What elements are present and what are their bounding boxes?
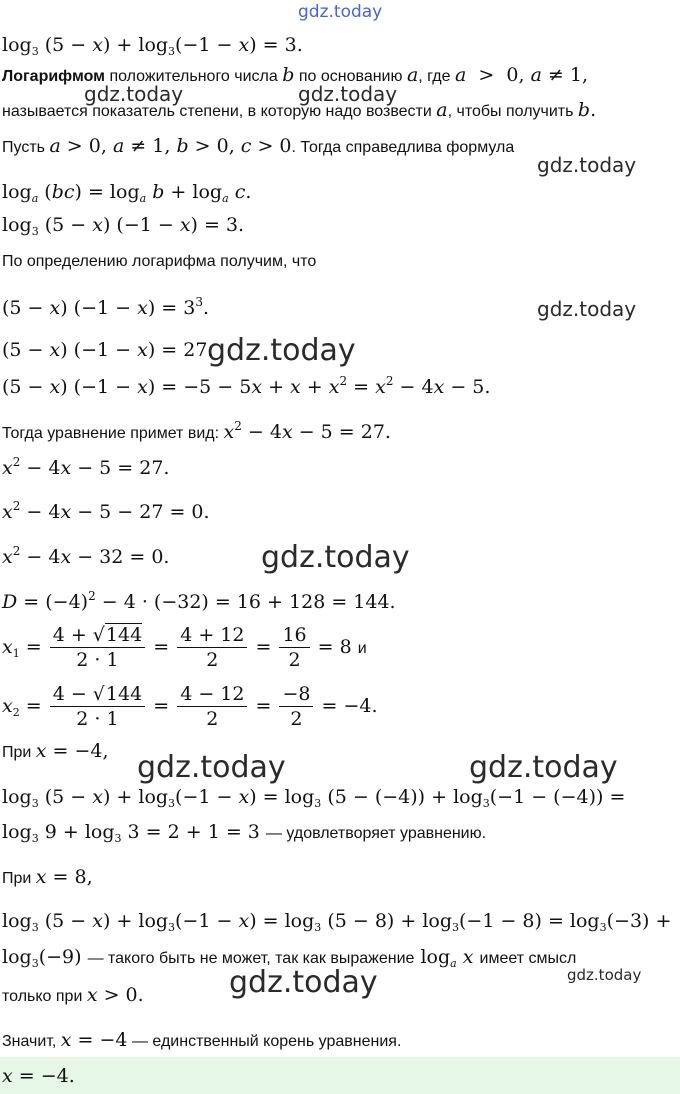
definition-line-2: называется показатель степени, в которую надо возвести a, чтобы получить b. (2, 99, 597, 121)
check-x8-line1: $\log_3 (5 - x) + \log_3(-1 - x) = \log_3 (5 - 8) + \log_3(-1 - 8) = \log_3(-3)$ + (2, 910, 672, 934)
check-x-minus4-line1: $\log_3 (5 - x) + \log_3(-1 - x) = \log_3 (5 - (-4)) + \log_3(-1 - (-4))$ = (2, 786, 626, 810)
watermark: gdz.today (298, 82, 398, 106)
check-x8-line3: только при x > 0. (2, 984, 144, 1006)
watermark: gdz.today (229, 965, 378, 1000)
equation-quadratic-3: $x^2 - 4x - 32 = 0$. (2, 544, 170, 568)
watermark: gdz.today (537, 153, 637, 177)
equation-expanded: (5 − x) $(-1 - x) = -5 - 5x + x + x^2 = x^2 - 4x - 5$. (2, 374, 491, 398)
definition-term: Логарифмом (2, 68, 105, 85)
check-x8-label: При x = 8, (2, 866, 93, 888)
watermark: gdz.today (469, 750, 618, 785)
answer-box (0, 1057, 680, 1094)
answer: x = −4. (2, 1065, 75, 1087)
watermark: gdz.today (261, 540, 410, 575)
check-x8-line2: $\log_3(-9)$ — такого быть не может, так как выражение $\log_a x$ имеет смысл (2, 946, 577, 970)
watermark: gdz.today (567, 966, 642, 984)
watermark: gdz.today (537, 297, 637, 321)
equation-combined: $\log_3 (5 - x) (-1 - x) = 3$. (2, 214, 245, 238)
equation-form-line: Тогда уравнение примет вид: $x^2 - 4x - 5 = 27$. (2, 419, 391, 443)
check-x-minus4-line2: $\log_3 9 + \log_3 3 = 2 + 1 = 3$ — удовлетворяет уравнению. (2, 821, 487, 845)
equation-power: (5 − x) $(-1 - x) = 3^3$. (2, 295, 209, 319)
equation-quadratic-1: $x^2 - 4x - 5 = 27$. (2, 455, 170, 479)
watermark: gdz.today (84, 82, 184, 106)
check-x-minus4-label: При x = −4, (2, 740, 109, 762)
root-x2: $x_2$ = $\frac{4 - √144}{2 \cdot 1}$ = $\frac{4 - 12}{2}$ = $\frac{-8}{2}$ = −4. (2, 685, 378, 735)
conclusion: Значит, x = −4 — единственный корень уравнения. (2, 1029, 402, 1051)
discriminant: $D = (-4)^2 - 4 \cdot (-32) = 16 + 128 = 144$. (2, 589, 396, 613)
watermark: gdz.today (137, 750, 286, 785)
equation-original: $\log_3 (5 - x) + \log_3(-1 - x) = 3$. (2, 34, 303, 58)
by-definition-text: По определению логарифма получим, что (2, 253, 317, 270)
root-x1: $x_1$ = $\frac{4 + √144}{2 \cdot 1}$ = $\frac{4 + 12}{2}$ = $\frac{16}{2}$ = 8 и (2, 624, 367, 671)
equation-27: (5 − x) (−1 − x) = 27. (2, 339, 214, 361)
log-product-formula: $\log_a (bc) = \log_a b + \log_a c$. (2, 181, 252, 205)
watermark: gdz.today (207, 333, 356, 368)
condition-line: Пусть a > 0, a ≠ 1, b > 0, c > 0. Тогда справедлива формула (2, 135, 515, 157)
definition-line-1: Логарифмом положительного числа b по основанию a, где a > 0, a ≠ 1, (2, 64, 589, 86)
watermark: gdz.today (298, 2, 383, 22)
equation-quadratic-2: $x^2 - 4x - 5 - 27 = 0$. (2, 499, 210, 523)
